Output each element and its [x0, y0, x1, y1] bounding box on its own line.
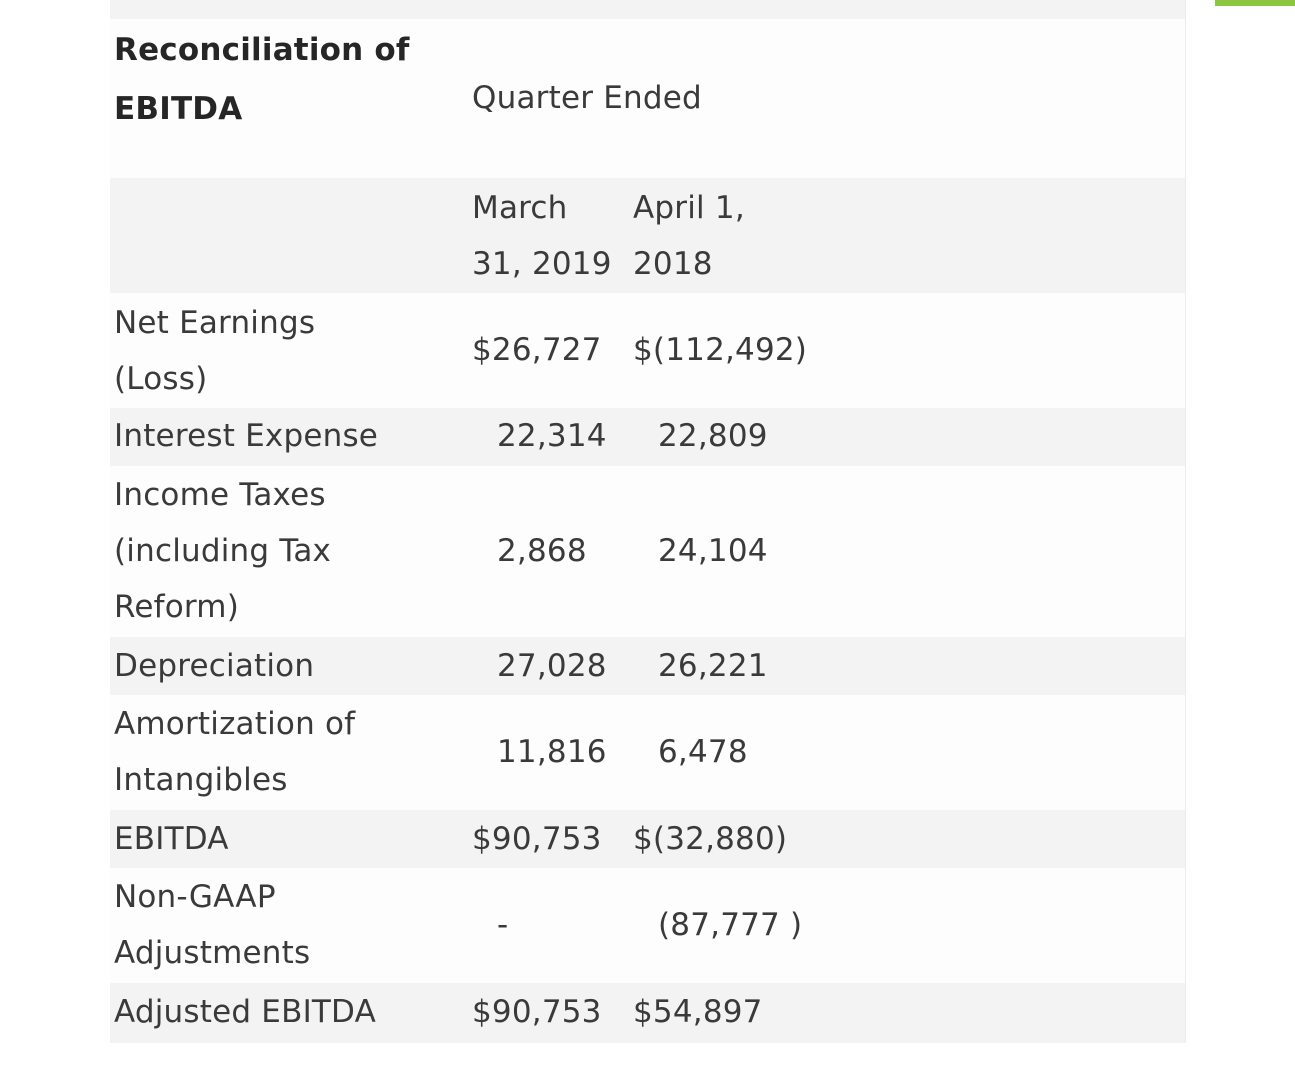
row-value-col1: 22,314	[497, 418, 607, 454]
row-label: Non-GAAP	[114, 879, 276, 915]
row-label: Adjustments	[114, 935, 311, 971]
row-label: Adjusted EBITDA	[114, 994, 376, 1030]
row-value-col2: $(112,492)	[633, 332, 808, 368]
table-top-strip	[110, 0, 1185, 19]
row-value-col2: $54,897	[633, 994, 763, 1030]
row-label: Reform)	[114, 589, 239, 625]
row-label: Net Earnings	[114, 305, 316, 341]
row-value-col1: $90,753	[472, 821, 602, 857]
accent-bar	[1215, 0, 1295, 6]
row-value-col2: $(32,880)	[633, 821, 788, 857]
col2-header-line1: April 1,	[633, 190, 745, 226]
row-value-col1: 2,868	[497, 533, 587, 569]
row-label: Intangibles	[114, 762, 288, 798]
row-label: Interest Expense	[114, 418, 379, 454]
table-row	[110, 983, 1185, 1043]
table-row	[110, 695, 1185, 810]
table-row	[110, 408, 1185, 466]
row-value-col1: $90,753	[472, 994, 602, 1030]
col1-header-line2: 31, 2019	[472, 246, 612, 282]
row-value-col1: $26,727	[472, 332, 602, 368]
ebitda-reconciliation-table	[110, 0, 1186, 1043]
row-label: Amortization of	[114, 706, 356, 742]
row-label: Depreciation	[114, 648, 315, 684]
period-label: Quarter Ended	[472, 80, 702, 116]
row-value-col1: -	[497, 907, 509, 943]
table-row	[110, 466, 1185, 637]
row-label: Income Taxes	[114, 477, 326, 513]
row-value-col2: 22,809	[658, 418, 768, 454]
table-header-row	[110, 19, 1185, 178]
row-value-col2: 6,478	[658, 734, 748, 770]
row-label: EBITDA	[114, 821, 229, 857]
row-value-col2: (87,777 )	[658, 907, 803, 943]
row-value-col2: 26,221	[658, 648, 768, 684]
row-label: (including Tax	[114, 533, 332, 569]
table-row	[110, 810, 1185, 868]
table-row	[110, 637, 1185, 695]
col2-header-line2: 2018	[633, 246, 713, 282]
table-title-line1: Reconciliation of	[114, 32, 410, 68]
table-row	[110, 868, 1185, 983]
row-label: (Loss)	[114, 361, 208, 397]
row-value-col1: 27,028	[497, 648, 607, 684]
table-title-line2: EBITDA	[114, 91, 243, 127]
row-value-col2: 24,104	[658, 533, 768, 569]
row-value-col1: 11,816	[497, 734, 607, 770]
column-header-row	[110, 178, 1185, 293]
col1-header-line1: March	[472, 190, 568, 226]
table-row	[110, 293, 1185, 408]
